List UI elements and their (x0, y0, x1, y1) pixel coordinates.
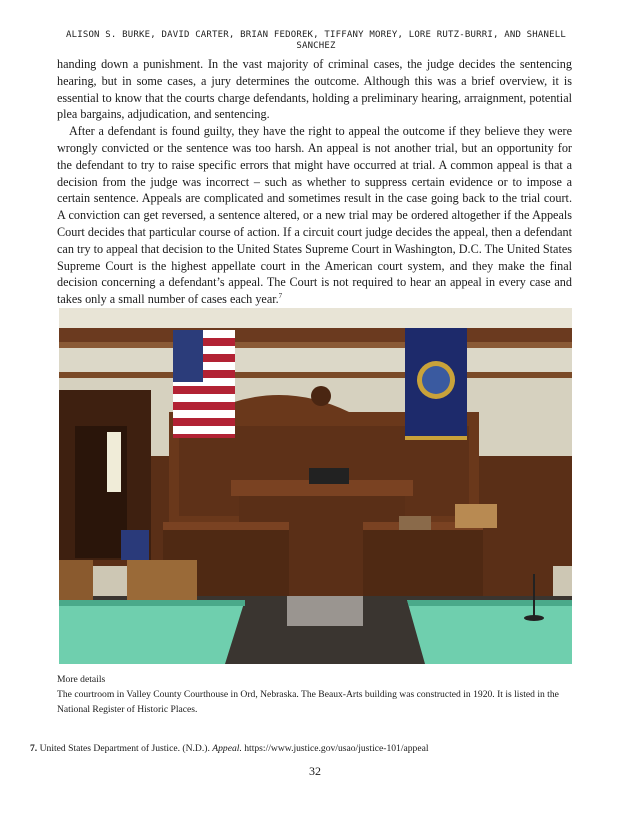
figure-caption (57, 672, 572, 717)
footnote (30, 742, 429, 756)
paragraph-2 (57, 123, 572, 308)
footnote-title: Appeal. (212, 743, 242, 754)
courtroom-photo (59, 308, 572, 664)
paragraph-2-text: After a defendant is found guilty, they have the right to appeal the outcome if they believe they were wrongly convicted or the sentence was too harsh. An appeal is not another trial, but an opportunity for the defendant to try to raise specific errors that might have occurred at trial. A common appeal is that a decision from the judge was incorrect – such as whether to suppress certain evidence or to impose a certain sentence. Appeals are complicated and sometimes result in the case going back to the trial court. A conviction can get reversed, a sentence altered, or a new trial may be ordered altogether if the Appeals Court decides that particular course of action. If a circuit court judge decides the appeal, then a defendant can try to appeal that decision to the United States Supreme Court in Washington, D.C. The United States Supreme Court is the highest appellate court in the American court system, and they make the final decision concerning a defendant’s appeal. The Court is not required to hear an appeal in every case and takes only a small number of cases each year. (57, 124, 572, 307)
footnote-source: United States Department of Justice. (N.D.). (39, 743, 210, 754)
running-header (56, 30, 576, 52)
courtroom-illustration (59, 308, 572, 664)
footnote-url[interactable]: https://www.justice.gov/usao/justice-101/appeal (244, 743, 429, 754)
footnote-ref[interactable]: 7 (278, 292, 283, 301)
footnote-number: 7. (30, 743, 38, 754)
page-number: 32 (309, 764, 321, 778)
running-header-authors-cont: SANCHEZ (296, 41, 336, 51)
more-details-link[interactable]: More details (57, 674, 106, 685)
paragraph-1: handing down a punishment. In the vast majority of criminal cases, the judge decides the sentencing hearing, but in some cases, a jury determines the outcome. Although this was a brief overview, it is essential to know that the courts charge defendants, holding a preliminary hearing, arraignment, potential plea bargains, adjudication, and sentencing. (57, 57, 572, 122)
body-text (57, 56, 572, 308)
caption-text: The courtroom in Valley County Courthouse in Ord, Nebraska. The Beaux-Arts building was constructed in 1920. It is listed in the National Register of Historic Places. (57, 689, 559, 715)
running-header-authors: ALISON S. BURKE, DAVID CARTER, BRIAN FEDOREK, TIFFANY MOREY, LORE RUTZ-BURRI, AND SHANELL (65, 30, 567, 40)
